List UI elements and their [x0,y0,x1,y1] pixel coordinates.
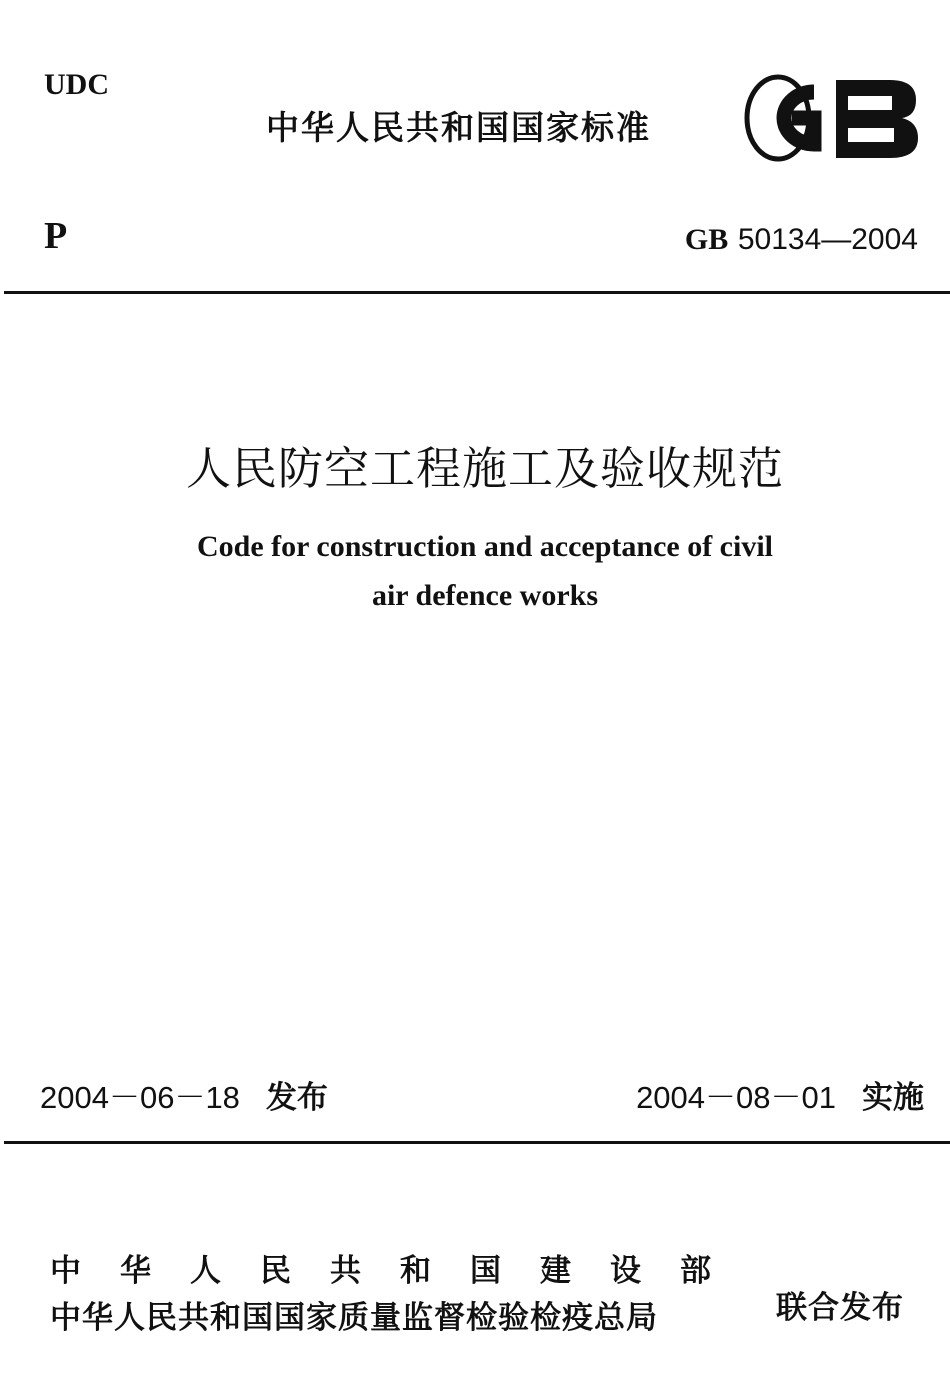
standard-number [685,222,918,257]
implement-date: 2004－08－01 [636,1080,836,1115]
issue-date: 2004－06－18 [40,1080,240,1115]
standard-code: 50134—2004 [737,223,918,256]
issuer-aqsiq: 中华人民共和国国家质量监督检验检疫总局 [50,1300,658,1336]
bottom-divider [4,1141,950,1144]
national-standard-heading: 中华人民共和国国家标准 [266,108,651,147]
english-title-line-1: Code for construction and acceptance of civil [196,530,774,563]
chinese-title: 人民防空工程施工及验收规范 [185,442,784,495]
category-code: P [44,215,68,257]
implement-date-block [636,1072,924,1117]
udc-label: UDC [44,68,109,101]
implement-label: 实施 [862,1080,924,1116]
joint-issue-label: 联合发布 [776,1290,904,1326]
issue-date-block [40,1072,328,1117]
standard-prefix: GB [684,223,729,256]
issuers [50,1248,750,1342]
top-divider [4,291,950,294]
gb-logo [744,72,922,164]
issue-label: 发布 [265,1080,328,1116]
english-title-line-2: air defence works [371,579,599,612]
issuer-ministry: 中华人民共和国建设部 [50,1253,750,1289]
english-title [0,522,950,620]
